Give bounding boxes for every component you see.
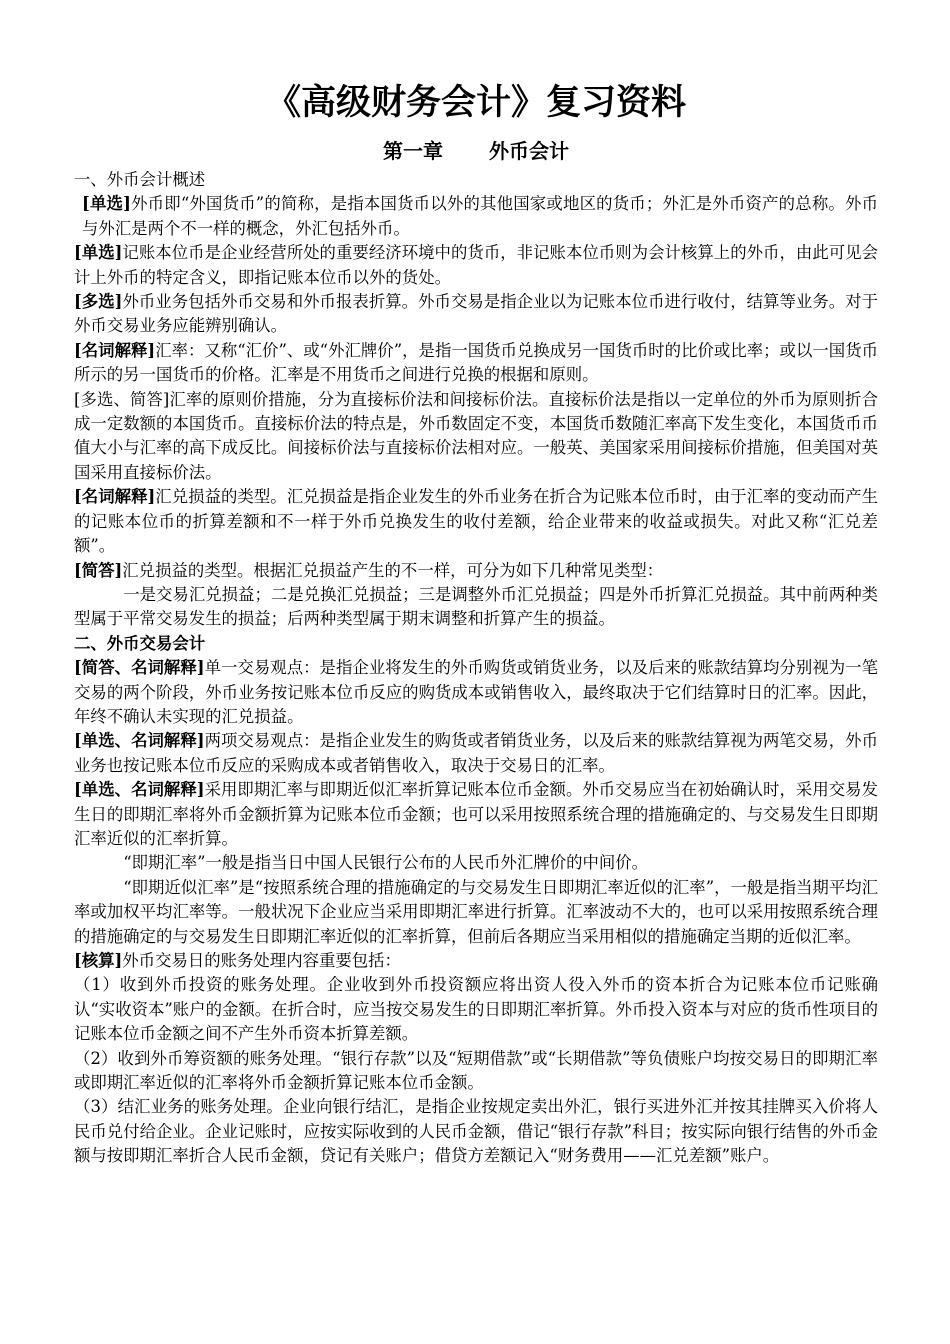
paragraph-text: 一是交易汇兑损益；二是兑换汇兑损益；三是调整外币汇兑损益；四是外币折算汇兑损益。其中前两种类型属于平常交易发生的损益；后两种类型属于期末调整和折算产生的损益。 (74, 584, 878, 629)
paragraph (74, 290, 878, 339)
paragraph (74, 192, 878, 241)
question-type-tag: [单选、名词解释] (74, 780, 205, 800)
chapter-heading (74, 136, 878, 166)
section-heading-1: 一、外币会计概述 (74, 170, 206, 189)
paragraph-text: 外币即“外国货币”的简称，是指本国货币以外的其他国家或地区的货币；外汇是外币资产的总称。外币与外汇是两个不一样的概念，外汇包括外币。 (82, 194, 878, 238)
paragraph (74, 851, 878, 875)
paragraph (74, 339, 878, 388)
paragraph (74, 241, 878, 290)
paragraph (74, 559, 878, 583)
question-type-tag: [单选、名词解释] (74, 731, 205, 751)
paragraph-text: 采用即期汇率与即期近似汇率折算记账本位币金额。外币交易应当在初始确认时，采用交易发生日的即期汇率将外币金额折算为记账本位币金额；也可以采用按照系统合理的措施确定的、与交易发生日即期汇率近似的汇率折算。 (74, 780, 878, 848)
paragraph (74, 729, 878, 778)
question-type-tag: [核算] (74, 951, 123, 970)
paragraph (74, 656, 878, 729)
question-type-tag: [简答、名词解释] (74, 658, 205, 678)
question-type-tag: [多选] (74, 292, 123, 312)
question-type-tag: [单选] (82, 194, 131, 214)
question-type-tag: [名词解释] (74, 340, 156, 360)
paragraph (74, 388, 878, 486)
paragraph-text: 汇率：又称“汇价”、或“外汇牌价”，是指一国货币兑换成另一国货币时的比价或比率；或以一国货币所示的另一国货币的价格。汇率是不用货币之间进行兑换的根据和原则。 (74, 340, 878, 385)
paragraph-text: 汇兑损益的类型。根据汇兑损益产生的不一样，可分为如下几种常见类型： (122, 560, 664, 580)
paragraph-text: 单一交易观点：是指企业将发生的外币购货或销货业务，以及后来的账款结算均分别视为一笔交易的两个阶段，外币业务按记账本位币反应的购货成本或销售收入，最终取决于它们结算时日的汇率。因此，年终不确认未实现的汇兑损益。 (74, 658, 878, 726)
paragraph-text: （3）结汇业务的账务处理。企业向银行结汇，是指企业按规定卖出外汇，银行买进外汇并按其挂牌买入价将人民币兑付给企业。企业记账时，应按实际收到的人民币金额，借记“银行存款”科目；按实际向银行结售的外币金额与按即期汇率折合人民币金额，贷记有关账户；借贷方差额记入“财务费用——汇兑差额”账户。 (74, 1097, 878, 1166)
paragraph (74, 973, 878, 1046)
question-type-tag: [简答] (74, 560, 123, 580)
section-heading-2: 二、外币交易会计 (74, 633, 206, 653)
chapter-name: 外币会计 (489, 139, 569, 163)
paragraph (74, 876, 878, 949)
paragraph-text: “即期汇率”一般是指当日中国人民银行公布的人民币外汇牌价的中间价。 (123, 853, 649, 873)
paragraph-text: 汇兑损益的类型。汇兑损益是指企业发生的外币业务在折合为记账本位币时，由于汇率的变动而产生的记账本位币的折算差额和不一样于外币兑换发生的收付差额，给企业带来的收益或损失。对此又称“汇兑差额”。 (74, 487, 878, 556)
paragraph (74, 949, 878, 973)
paragraph-text: 两项交易观点：是指企业发生的购货或者销货业务，以及后来的账款结算视为两笔交易，外币业务也按记账本位币反应的采购成本或者销售收入，取决于交易日的汇率。 (74, 731, 878, 775)
paragraph (74, 485, 878, 558)
document-title: 《高级财务会计》复习资料 (265, 83, 686, 123)
paragraph-text: 外币业务包括外币交易和外币报表折算。外币交易是指企业以为记账本位币进行收付，结算等业务。对于外币交易业务应能辨别确认。 (74, 292, 879, 336)
document-page (74, 78, 878, 1169)
chapter-label: 第一章 (383, 139, 443, 163)
paragraph-text: 汇率的原则价措施，分为直接标价法和间接标价法。直接标价法是指以一定单位的外币为原则折合成一定数额的本国货币。直接标价法的特点是，外币数固定不变，本国货币数随汇率高下发生变化，本国货币币值大小与汇率的高下成反比。间接标价法与直接标价法相对应。一般英、美国家采用间接标价措施，但美国对英国采用直接标价法。 (74, 389, 878, 482)
paragraph-text: （1）收到外币投资的账务处理。企业收到外币投资额应将出资人役入外币的资本折合为记账本位币记账确认“实收资本”账户的金额。在折合时，应当按交易发生的日即期汇率折算。外币投入资本与对应的货币性项目的记账本位币金额之间不产生外币资本折算差额。 (74, 975, 878, 1044)
question-type-tag: [单选] (74, 243, 123, 263)
paragraph (74, 583, 878, 632)
paragraph (74, 778, 878, 851)
paragraph-text: 记账本位币是企业经营所处的重要经济环境中的货币，非记账本位币则为会计核算上的外币，由此可见会计上外币的特定含义，即指记账本位币以外的货处。 (74, 243, 879, 287)
paragraph-text: 外币交易日的账务处理内容重要包括： (122, 951, 401, 970)
question-type-tag: [多选、简答] (74, 389, 170, 409)
paragraph (74, 1095, 878, 1168)
question-type-tag: [名词解释] (74, 487, 156, 507)
paragraph-text: “即期近似汇率”是“按照系统合理的措施确定的与交易发生日即期汇率近似的汇率”，一般是指当期平均汇率或加权平均汇率等。一般状况下企业应当采用即期汇率进行折算。汇率波动不大的，也可以采用按照系统合理的措施确定的与交易发生日即期汇率近似的汇率折算，但前后各期应当采用相似的措施确定当期的近似汇率。 (74, 877, 878, 946)
paragraph-text: （2）收到外币筹资额的账务处理。“银行存款”以及“短期借款”或“长期借款”等负债账户均按交易日的即期汇率或即期汇率近似的汇率将外币金额折算记账本位币金额。 (74, 1048, 878, 1093)
paragraph (74, 1047, 878, 1096)
